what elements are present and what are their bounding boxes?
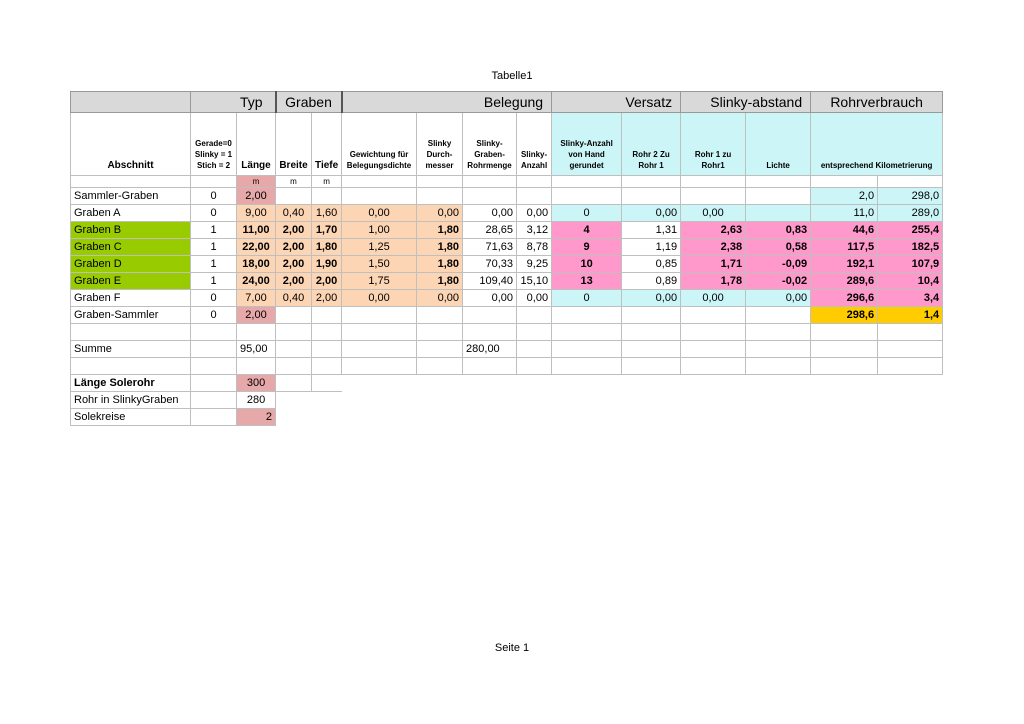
cell-empty[interactable] bbox=[417, 341, 463, 358]
cell-empty[interactable] bbox=[237, 324, 276, 341]
col-slinky-rohrmenge: Slinky-Graben-Rohrmenge bbox=[463, 113, 517, 176]
cell-empty[interactable] bbox=[342, 341, 417, 358]
cell-gew[interactable]: 0,00 bbox=[342, 290, 417, 307]
cell-r2[interactable]: 1,31 bbox=[622, 222, 681, 239]
cell-rm[interactable]: 0,00 bbox=[463, 205, 517, 222]
cell-laenge[interactable]: 18,00 bbox=[237, 256, 276, 273]
col-tiefe: Tiefe bbox=[312, 113, 342, 176]
cell-r2[interactable]: 0,00 bbox=[622, 290, 681, 307]
col-rohr1: Rohr 1 zu Rohr1 bbox=[681, 113, 746, 176]
page-title: Tabelle1 bbox=[491, 70, 533, 82]
cell-empty[interactable] bbox=[878, 341, 943, 358]
page-footer: Seite 1 bbox=[494, 642, 530, 654]
cell-laenge[interactable]: 7,00 bbox=[237, 290, 276, 307]
header-typ: Typ bbox=[191, 92, 276, 113]
col-kilometrierung: entsprechend Kilometrierung bbox=[811, 113, 943, 176]
cell-km1[interactable]: 289,6 bbox=[811, 273, 878, 290]
extra-value-rohr[interactable]: 280 bbox=[237, 392, 276, 409]
cell-sd[interactable]: 1,80 bbox=[417, 273, 463, 290]
extra-row bbox=[71, 375, 943, 392]
cell-tiefe[interactable]: 1,90 bbox=[312, 256, 342, 273]
cell-laenge[interactable]: 22,00 bbox=[237, 239, 276, 256]
cell-laenge[interactable]: 9,00 bbox=[237, 205, 276, 222]
cell-tiefe[interactable]: 1,60 bbox=[312, 205, 342, 222]
unit-empty bbox=[342, 176, 417, 188]
blank-area bbox=[276, 409, 943, 426]
table-row bbox=[71, 290, 943, 307]
cell-empty[interactable] bbox=[191, 358, 237, 375]
cell-r1[interactable]: 2,63 bbox=[681, 222, 746, 239]
cell-empty[interactable] bbox=[417, 358, 463, 375]
cell-name[interactable]: Graben D bbox=[71, 256, 191, 273]
summe-rohrmenge[interactable]: 280,00 bbox=[463, 341, 517, 358]
unit-laenge: m bbox=[237, 176, 276, 188]
cell-empty[interactable] bbox=[417, 324, 463, 341]
cell-empty[interactable] bbox=[681, 341, 746, 358]
header-slinky-abstand: Slinky-abstand bbox=[681, 92, 811, 113]
cell-lichte[interactable] bbox=[746, 188, 811, 205]
cell-empty[interactable] bbox=[276, 375, 312, 392]
cell-anz[interactable]: 8,78 bbox=[517, 239, 552, 256]
cell-rm[interactable] bbox=[463, 188, 517, 205]
cell-typ[interactable]: 0 bbox=[191, 188, 237, 205]
unit-empty bbox=[681, 176, 746, 188]
cell-empty[interactable] bbox=[681, 358, 746, 375]
cell-r2[interactable]: 0,00 bbox=[622, 205, 681, 222]
cell-empty[interactable] bbox=[811, 358, 878, 375]
cell-empty[interactable] bbox=[622, 324, 681, 341]
cell-laenge[interactable]: 11,00 bbox=[237, 222, 276, 239]
col-slinky-durchmesser: Slinky Durch-messer bbox=[417, 113, 463, 176]
cell-r1[interactable]: 1,71 bbox=[681, 256, 746, 273]
cell-tiefe[interactable]: 2,00 bbox=[312, 273, 342, 290]
cell-typ[interactable]: 1 bbox=[191, 273, 237, 290]
col-slinky-anzahl-hand: Slinky-Anzahl von Hand gerundet bbox=[552, 113, 622, 176]
unit-tiefe: m bbox=[312, 176, 342, 188]
blank-area bbox=[276, 392, 943, 409]
cell-sd[interactable]: 0,00 bbox=[417, 205, 463, 222]
cell-empty[interactable] bbox=[746, 341, 811, 358]
summe-laenge[interactable]: 95,00 bbox=[237, 341, 276, 358]
cell-rm[interactable] bbox=[463, 307, 517, 324]
cell-anz[interactable] bbox=[517, 307, 552, 324]
cell-name[interactable]: Graben A bbox=[71, 205, 191, 222]
table-row bbox=[71, 256, 943, 273]
cell-sd[interactable]: 1,80 bbox=[417, 239, 463, 256]
cell-breite[interactable] bbox=[276, 188, 312, 205]
unit-empty bbox=[552, 176, 622, 188]
cell-empty[interactable] bbox=[191, 409, 237, 426]
cell-empty[interactable] bbox=[552, 341, 622, 358]
summe-row bbox=[71, 341, 943, 358]
cell-breite[interactable]: 2,00 bbox=[276, 256, 312, 273]
extra-label-rohr[interactable]: Rohr in SlinkyGraben bbox=[71, 392, 191, 409]
cell-empty[interactable] bbox=[517, 341, 552, 358]
extra-label-solerohr[interactable]: Länge Solerohr bbox=[71, 375, 191, 392]
cell-sd[interactable]: 0,00 bbox=[417, 290, 463, 307]
cell-typ[interactable]: 1 bbox=[191, 222, 237, 239]
cell-name[interactable]: Graben E bbox=[71, 273, 191, 290]
cell-name[interactable]: Graben-Sammler bbox=[71, 307, 191, 324]
cell-r2[interactable]: 0,85 bbox=[622, 256, 681, 273]
cell-hand[interactable]: 13 bbox=[552, 273, 622, 290]
header-rohrverbrauch: Rohrverbrauch bbox=[811, 92, 943, 113]
cell-breite[interactable] bbox=[276, 307, 312, 324]
cell-lichte[interactable]: 0,58 bbox=[746, 239, 811, 256]
cell-empty[interactable] bbox=[622, 358, 681, 375]
cell-anz[interactable]: 15,10 bbox=[517, 273, 552, 290]
cell-km1[interactable]: 298,6 bbox=[811, 307, 878, 324]
empty-row bbox=[71, 358, 943, 375]
cell-r2[interactable] bbox=[622, 307, 681, 324]
cell-gew[interactable]: 1,50 bbox=[342, 256, 417, 273]
summe-label[interactable]: Summe bbox=[71, 341, 191, 358]
cell-hand[interactable]: 10 bbox=[552, 256, 622, 273]
cell-empty[interactable] bbox=[276, 358, 312, 375]
cell-anz[interactable] bbox=[517, 188, 552, 205]
unit-empty bbox=[191, 176, 237, 188]
cell-empty[interactable] bbox=[191, 341, 237, 358]
cell-breite[interactable]: 0,40 bbox=[276, 205, 312, 222]
cell-r1[interactable]: 0,00 bbox=[681, 290, 746, 307]
unit-empty bbox=[463, 176, 517, 188]
cell-anz[interactable]: 0,00 bbox=[517, 290, 552, 307]
cell-r2[interactable] bbox=[622, 188, 681, 205]
cell-km1[interactable]: 192,1 bbox=[811, 256, 878, 273]
cell-breite[interactable]: 2,00 bbox=[276, 273, 312, 290]
cell-empty[interactable] bbox=[552, 324, 622, 341]
cell-laenge[interactable]: 2,00 bbox=[237, 307, 276, 324]
cell-name[interactable]: Graben C bbox=[71, 239, 191, 256]
col-lichte: Lichte bbox=[746, 113, 811, 176]
header-belegung: Belegung bbox=[342, 92, 552, 113]
cell-sd[interactable]: 1,80 bbox=[417, 222, 463, 239]
cell-hand[interactable]: 9 bbox=[552, 239, 622, 256]
cell-name[interactable]: Graben F bbox=[71, 290, 191, 307]
cell-empty[interactable] bbox=[811, 341, 878, 358]
empty-row bbox=[71, 324, 943, 341]
table-row bbox=[71, 222, 943, 239]
cell-gew[interactable] bbox=[342, 307, 417, 324]
cell-empty[interactable] bbox=[312, 375, 342, 392]
cell-anz[interactable]: 0,00 bbox=[517, 205, 552, 222]
cell-empty[interactable] bbox=[237, 358, 276, 375]
cell-r2[interactable]: 0,89 bbox=[622, 273, 681, 290]
unit-empty bbox=[622, 176, 681, 188]
col-rohr2: Rohr 2 Zu Rohr 1 bbox=[622, 113, 681, 176]
cell-empty[interactable] bbox=[517, 358, 552, 375]
cell-km2[interactable]: 182,5 bbox=[878, 239, 943, 256]
cell-anz[interactable]: 9,25 bbox=[517, 256, 552, 273]
cell-gew[interactable]: 1,25 bbox=[342, 239, 417, 256]
cell-km2[interactable]: 1,4 bbox=[878, 307, 943, 324]
extra-row bbox=[71, 409, 943, 426]
cell-empty[interactable] bbox=[878, 358, 943, 375]
extra-value-solekreise[interactable]: 2 bbox=[237, 409, 276, 426]
cell-tiefe[interactable]: 2,00 bbox=[312, 290, 342, 307]
unit-empty bbox=[71, 176, 191, 188]
cell-hand[interactable]: 0 bbox=[552, 290, 622, 307]
cell-tiefe[interactable]: 1,80 bbox=[312, 239, 342, 256]
cell-hand[interactable]: 0 bbox=[552, 205, 622, 222]
cell-empty[interactable] bbox=[191, 375, 237, 392]
cell-km1[interactable]: 44,6 bbox=[811, 222, 878, 239]
extra-row bbox=[71, 392, 943, 409]
cell-empty[interactable] bbox=[342, 324, 417, 341]
unit-empty bbox=[417, 176, 463, 188]
header-graben: Graben bbox=[276, 92, 342, 113]
cell-km2[interactable]: 3,4 bbox=[878, 290, 943, 307]
table-row bbox=[71, 188, 943, 205]
cell-typ[interactable]: 0 bbox=[191, 307, 237, 324]
unit-row bbox=[71, 176, 943, 188]
extra-value-solerohr[interactable]: 300 bbox=[237, 375, 276, 392]
cell-typ[interactable]: 1 bbox=[191, 256, 237, 273]
cell-name[interactable]: Graben B bbox=[71, 222, 191, 239]
sub-header-row bbox=[71, 113, 943, 176]
cell-km1[interactable]: 11,0 bbox=[811, 205, 878, 222]
cell-km2[interactable]: 255,4 bbox=[878, 222, 943, 239]
cell-r1[interactable] bbox=[681, 307, 746, 324]
cell-empty[interactable] bbox=[312, 358, 342, 375]
cell-laenge[interactable]: 2,00 bbox=[237, 188, 276, 205]
cell-empty[interactable] bbox=[463, 324, 517, 341]
col-typ: Gerade=0 Slinky = 1 Stich = 2 bbox=[191, 113, 237, 176]
cell-r1[interactable]: 2,38 bbox=[681, 239, 746, 256]
cell-breite[interactable]: 2,00 bbox=[276, 222, 312, 239]
cell-r1[interactable]: 0,00 bbox=[681, 205, 746, 222]
unit-empty bbox=[517, 176, 552, 188]
cell-sd[interactable] bbox=[417, 188, 463, 205]
cell-r2[interactable]: 1,19 bbox=[622, 239, 681, 256]
cell-km2[interactable]: 289,0 bbox=[878, 205, 943, 222]
cell-km2[interactable]: 10,4 bbox=[878, 273, 943, 290]
col-abschnitt: Abschnitt bbox=[71, 113, 191, 176]
cell-km2[interactable]: 107,9 bbox=[878, 256, 943, 273]
cell-hand[interactable] bbox=[552, 307, 622, 324]
cell-name[interactable]: Sammler-Graben bbox=[71, 188, 191, 205]
cell-empty[interactable] bbox=[312, 341, 342, 358]
cell-km1[interactable]: 2,0 bbox=[811, 188, 878, 205]
spreadsheet-table bbox=[70, 91, 943, 426]
cell-empty[interactable] bbox=[878, 324, 943, 341]
cell-empty[interactable] bbox=[71, 358, 191, 375]
cell-rm[interactable]: 109,40 bbox=[463, 273, 517, 290]
unit-empty bbox=[746, 176, 811, 188]
cell-tiefe[interactable] bbox=[312, 188, 342, 205]
col-slinky-anzahl: Slinky-Anzahl bbox=[517, 113, 552, 176]
cell-empty[interactable] bbox=[746, 324, 811, 341]
cell-empty[interactable] bbox=[517, 324, 552, 341]
col-laenge: Länge bbox=[237, 113, 276, 176]
cell-breite[interactable]: 0,40 bbox=[276, 290, 312, 307]
cell-tiefe[interactable] bbox=[312, 307, 342, 324]
cell-breite[interactable]: 2,00 bbox=[276, 239, 312, 256]
cell-empty[interactable] bbox=[191, 324, 237, 341]
cell-rm[interactable]: 70,33 bbox=[463, 256, 517, 273]
cell-empty[interactable] bbox=[463, 358, 517, 375]
cell-typ[interactable]: 1 bbox=[191, 239, 237, 256]
cell-lichte[interactable]: 0,00 bbox=[746, 290, 811, 307]
cell-empty[interactable] bbox=[342, 358, 417, 375]
cell-typ[interactable]: 0 bbox=[191, 290, 237, 307]
cell-empty[interactable] bbox=[811, 324, 878, 341]
cell-km1[interactable]: 117,5 bbox=[811, 239, 878, 256]
cell-gew[interactable]: 1,75 bbox=[342, 273, 417, 290]
header-group-row bbox=[71, 92, 943, 113]
cell-lichte[interactable]: -0,09 bbox=[746, 256, 811, 273]
header-empty bbox=[71, 92, 191, 113]
table-row bbox=[71, 205, 943, 222]
col-gewichtung: Gewichtung für Belegungsdichte bbox=[342, 113, 417, 176]
table-row bbox=[71, 307, 943, 324]
cell-r1[interactable]: 1,78 bbox=[681, 273, 746, 290]
cell-empty[interactable] bbox=[312, 324, 342, 341]
header-versatz: Versatz bbox=[552, 92, 681, 113]
cell-sd[interactable]: 1,80 bbox=[417, 256, 463, 273]
cell-empty[interactable] bbox=[191, 392, 237, 409]
cell-empty[interactable] bbox=[681, 324, 746, 341]
cell-lichte[interactable] bbox=[746, 307, 811, 324]
cell-sd[interactable] bbox=[417, 307, 463, 324]
cell-lichte[interactable] bbox=[746, 205, 811, 222]
cell-km2[interactable]: 298,0 bbox=[878, 188, 943, 205]
table-row bbox=[71, 273, 943, 290]
cell-rm[interactable]: 28,65 bbox=[463, 222, 517, 239]
cell-empty[interactable] bbox=[746, 358, 811, 375]
cell-hand[interactable] bbox=[552, 188, 622, 205]
cell-empty[interactable] bbox=[622, 341, 681, 358]
cell-empty[interactable] bbox=[276, 324, 312, 341]
unit-empty bbox=[811, 176, 878, 188]
cell-typ[interactable]: 0 bbox=[191, 205, 237, 222]
cell-gew[interactable]: 0,00 bbox=[342, 205, 417, 222]
cell-lichte[interactable]: -0,02 bbox=[746, 273, 811, 290]
cell-hand[interactable]: 4 bbox=[552, 222, 622, 239]
cell-laenge[interactable]: 24,00 bbox=[237, 273, 276, 290]
blank-area bbox=[342, 375, 943, 392]
cell-rm[interactable]: 0,00 bbox=[463, 290, 517, 307]
cell-km1[interactable]: 296,6 bbox=[811, 290, 878, 307]
extra-label-solekreise[interactable]: Solekreise bbox=[71, 409, 191, 426]
cell-gew[interactable] bbox=[342, 188, 417, 205]
col-breite: Breite bbox=[276, 113, 312, 176]
cell-rm[interactable]: 71,63 bbox=[463, 239, 517, 256]
cell-empty[interactable] bbox=[276, 341, 312, 358]
cell-empty[interactable] bbox=[552, 358, 622, 375]
cell-anz[interactable]: 3,12 bbox=[517, 222, 552, 239]
table-row bbox=[71, 239, 943, 256]
cell-tiefe[interactable]: 1,70 bbox=[312, 222, 342, 239]
cell-lichte[interactable]: 0,83 bbox=[746, 222, 811, 239]
cell-r1[interactable] bbox=[681, 188, 746, 205]
unit-breite: m bbox=[276, 176, 312, 188]
cell-gew[interactable]: 1,00 bbox=[342, 222, 417, 239]
unit-empty bbox=[878, 176, 943, 188]
cell-empty[interactable] bbox=[71, 324, 191, 341]
